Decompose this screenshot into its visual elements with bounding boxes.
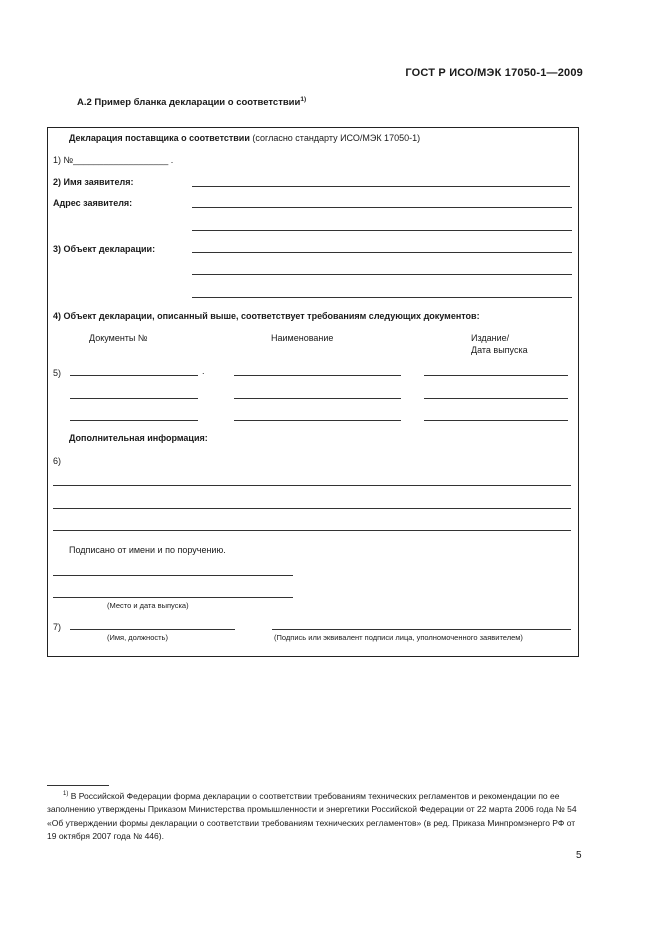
doc-number-dot: . <box>202 366 205 376</box>
applicant-name-label: 2) Имя заявителя: <box>53 177 134 187</box>
footnote-text: В Российской Федерации форма декларации о соответствии требованиям технических регламентов и рекомендации по ее заполнению утверждены Приказом Министерства промышленности и энергетики Российской Федерации от 22 марта 2006 года № 54 «Об утверждении формы декларации о соответствии требованиям технических регламентов» (в ред. Приказа Минпромэнерго РФ от 19 октября 2007 года № 446). <box>47 790 577 842</box>
footnote <box>47 788 579 844</box>
doc-number-line-2 <box>70 398 198 399</box>
additional-info-line-2 <box>53 508 571 509</box>
form-title-rest: (согласно стандарту ИСО/МЭК 17050-1) <box>249 133 421 143</box>
section-footnote-mark: 1) <box>300 96 307 103</box>
column-header-edition: Издание/ <box>471 333 510 343</box>
form-title-bold: Декларация поставщика о соответствии <box>69 133 250 143</box>
section-title <box>77 96 306 108</box>
column-header-documents: Документы № <box>89 333 148 343</box>
column-header-date: Дата выпуска <box>471 345 528 355</box>
footnote-separator <box>47 785 109 786</box>
applicant-address-label: Адрес заявителя: <box>53 198 133 208</box>
additional-info-line-1 <box>53 485 571 486</box>
doc-name-line-3 <box>234 420 401 421</box>
signed-on-behalf-line-2 <box>53 597 293 598</box>
additional-info-label: Дополнительная информация: <box>69 433 208 443</box>
declaration-object-line-1 <box>192 252 572 253</box>
doc-number-line-3 <box>70 420 198 421</box>
section-title-text: А.2 Пример бланка декларации о соответствии <box>77 97 301 109</box>
name-position-caption: (Имя, должность) <box>107 633 168 642</box>
declaration-object-label: 3) Объект декларации: <box>53 244 156 254</box>
doc-name-line-2 <box>234 398 401 399</box>
item1-number-field: 1) №___________________ . <box>53 155 174 165</box>
doc-edition-line-1 <box>424 375 568 376</box>
applicant-address-line-2 <box>192 230 572 231</box>
item7-number: 7) <box>53 622 62 632</box>
footnote-mark: 1) <box>63 791 69 797</box>
page-number: 5 <box>576 850 582 861</box>
name-position-line <box>70 629 235 630</box>
item6-number: 6) <box>53 456 62 466</box>
signed-on-behalf: Подписано от имени и по поручению. <box>69 545 226 555</box>
additional-info-line-3 <box>53 530 571 531</box>
item5-number: 5) <box>53 368 62 378</box>
signature-caption: (Подпись или эквивалент подписи лица, уполномоченного заявителем) <box>274 633 523 642</box>
applicant-name-line <box>192 186 570 187</box>
conformity-statement: 4) Объект декларации, описанный выше, соответствует требованиям следующих документов: <box>53 311 480 321</box>
declaration-object-line-2 <box>192 274 572 275</box>
applicant-address-line-1 <box>192 207 572 208</box>
doc-name-line-1 <box>234 375 401 376</box>
declaration-object-line-3 <box>192 297 572 298</box>
form-title <box>69 133 420 143</box>
column-header-name: Наименование <box>271 333 334 343</box>
doc-edition-line-3 <box>424 420 568 421</box>
doc-edition-line-2 <box>424 398 568 399</box>
place-date-caption: (Место и дата выпуска) <box>107 601 189 610</box>
standard-header: ГОСТ Р ИСО/МЭК 17050-1—2009 <box>405 67 583 79</box>
signature-line <box>272 629 571 630</box>
doc-number-line-1 <box>70 375 198 376</box>
signed-on-behalf-line-1 <box>53 575 293 576</box>
